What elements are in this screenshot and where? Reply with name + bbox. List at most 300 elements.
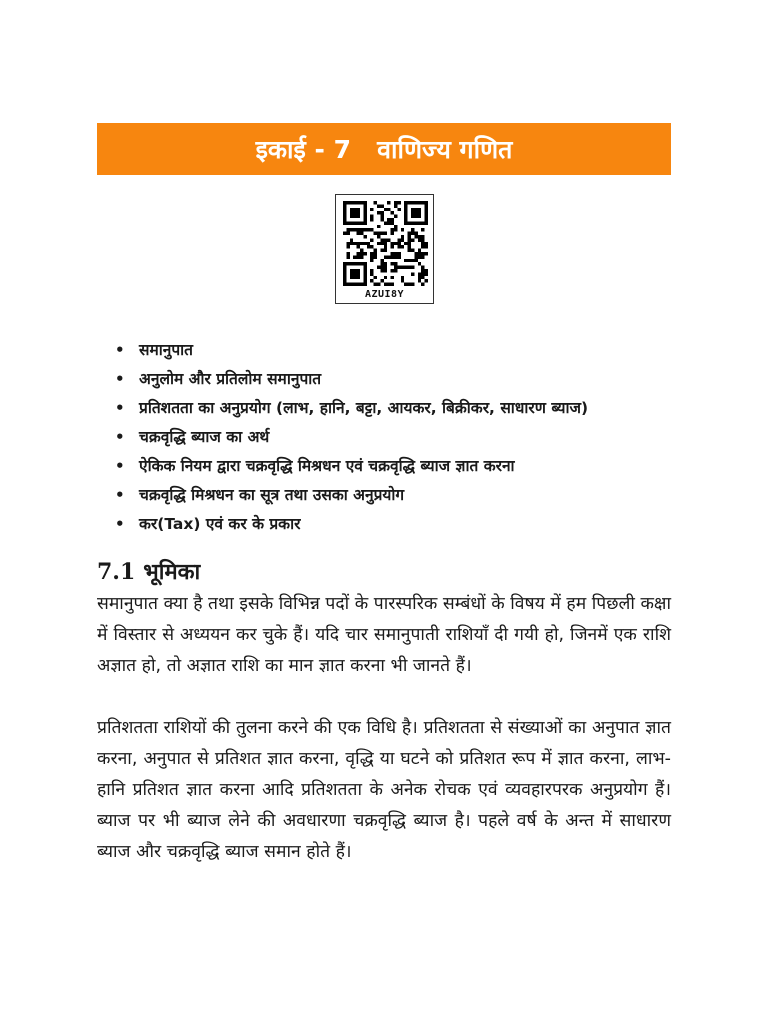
qr-module xyxy=(343,221,346,224)
qr-module xyxy=(411,215,414,218)
qr-module xyxy=(391,269,394,272)
qr-module xyxy=(384,249,387,252)
qr-module xyxy=(370,208,373,211)
qr-module xyxy=(343,208,346,211)
qr-module xyxy=(425,201,428,204)
qr-module xyxy=(357,269,360,272)
qr-module xyxy=(414,259,417,262)
qr-module xyxy=(404,242,407,245)
bullet-icon: • xyxy=(115,428,125,446)
qr-module xyxy=(404,218,407,221)
topic-item xyxy=(115,452,588,481)
bullet-icon: • xyxy=(115,341,125,359)
qr-module xyxy=(353,215,356,218)
qr-module xyxy=(414,252,417,255)
qr-module xyxy=(411,208,414,211)
qr-module xyxy=(370,245,373,248)
qr-module xyxy=(411,259,414,262)
qr-module xyxy=(397,252,400,255)
qr-module xyxy=(343,201,346,204)
qr-module xyxy=(404,201,407,204)
qr-module xyxy=(370,218,373,221)
qr-module xyxy=(357,262,360,265)
qr-module xyxy=(408,232,411,235)
qr-module xyxy=(367,245,370,248)
qr-module xyxy=(380,259,383,262)
qr-module xyxy=(363,228,366,231)
qr-module xyxy=(394,255,397,258)
qr-module xyxy=(425,279,428,282)
qr-module xyxy=(370,252,373,255)
qr-module xyxy=(363,283,366,286)
qr-module xyxy=(425,208,428,211)
qr-module xyxy=(421,266,424,269)
qr-module xyxy=(363,218,366,221)
chapter-banner xyxy=(97,123,671,175)
qr-module xyxy=(346,228,349,231)
qr-module xyxy=(353,283,356,286)
qr-module xyxy=(421,228,424,231)
qr-module xyxy=(404,204,407,207)
qr-module xyxy=(350,283,353,286)
qr-module xyxy=(343,276,346,279)
qr-module xyxy=(397,238,400,241)
qr-module xyxy=(363,266,366,269)
qr-module xyxy=(377,266,380,269)
qr-module xyxy=(353,208,356,211)
qr-module xyxy=(367,242,370,245)
qr-module xyxy=(414,221,417,224)
qr-module xyxy=(384,266,387,269)
qr-module xyxy=(343,232,346,235)
qr-module xyxy=(384,221,387,224)
qr-module xyxy=(350,221,353,224)
qr-module xyxy=(391,211,394,214)
topic-label: कर(Tax) एवं कर के प्रकार xyxy=(139,515,301,533)
qr-module xyxy=(414,235,417,238)
qr-module xyxy=(377,225,380,228)
qr-module xyxy=(408,242,411,245)
qr-module xyxy=(350,228,353,231)
qr-module xyxy=(357,221,360,224)
qr-module xyxy=(350,272,353,275)
qr-module xyxy=(384,245,387,248)
qr-module xyxy=(377,235,380,238)
qr-module xyxy=(360,242,363,245)
qr-module xyxy=(391,252,394,255)
qr-module xyxy=(411,249,414,252)
qr-module xyxy=(425,252,428,255)
qr-module xyxy=(421,276,424,279)
qr-module xyxy=(370,279,373,282)
qr-module xyxy=(421,255,424,258)
qr-module xyxy=(418,249,421,252)
qr-module xyxy=(421,272,424,275)
qr-module xyxy=(363,235,366,238)
bullet-icon: • xyxy=(115,486,125,504)
qr-module xyxy=(384,269,387,272)
qr-module xyxy=(380,269,383,272)
body-paragraph: प्रतिशतता राशियों की तुलना करने की एक विधि है। प्रतिशतता से संख्याओं का अनुपात ज्ञात करना, अनुपात से प्रतिशत ज्ञात करना, वृद्धि या घटने को प्रतिशत रूप में ज्ञात करना, लाभ-हानि प्रतिशत ज्ञात करना आदि प्रतिशतता के अनेक रोचक एवं व्यवहारपरक अनुप्रयोग हैं। ब्याज पर भी ब्याज लेने की अवधारणा चक्रवृद्धि ब्याज है। पहले वर्ष के अन्त में साधारण ब्याज और चक्रवृद्धि ब्याज समान होते हैं। xyxy=(97,718,671,862)
qr-module xyxy=(384,242,387,245)
qr-module xyxy=(394,204,397,207)
qr-module xyxy=(377,204,380,207)
qr-module xyxy=(421,245,424,248)
qr-module xyxy=(343,262,346,265)
qr-module xyxy=(404,266,407,269)
qr-module xyxy=(363,252,366,255)
qr-module xyxy=(425,211,428,214)
qr-module xyxy=(353,255,356,258)
qr-module xyxy=(418,201,421,204)
qr-module xyxy=(394,252,397,255)
qr-module xyxy=(360,201,363,204)
topic-label: चक्रवृद्धि ब्याज का अर्थ xyxy=(139,428,270,446)
qr-module xyxy=(408,238,411,241)
qr-module xyxy=(387,283,390,286)
qr-module xyxy=(357,255,360,258)
qr-module xyxy=(418,211,421,214)
qr-code-icon xyxy=(343,201,428,286)
qr-module xyxy=(363,272,366,275)
qr-module xyxy=(357,272,360,275)
qr-module xyxy=(353,276,356,279)
qr-module xyxy=(404,208,407,211)
qr-module xyxy=(346,283,349,286)
qr-module xyxy=(387,221,390,224)
qr-module xyxy=(357,228,360,231)
qr-module xyxy=(397,208,400,211)
qr-module xyxy=(401,279,404,282)
qr-module xyxy=(380,249,383,252)
bullet-icon: • xyxy=(115,399,125,417)
qr-module xyxy=(401,245,404,248)
qr-module xyxy=(421,269,424,272)
qr-module xyxy=(360,232,363,235)
qr-module xyxy=(350,276,353,279)
qr-module xyxy=(343,269,346,272)
qr-module xyxy=(425,245,428,248)
qr-module xyxy=(384,262,387,265)
qr-module xyxy=(370,228,373,231)
qr-module xyxy=(418,238,421,241)
qr-module xyxy=(370,269,373,272)
topic-label: अनुलोम और प्रतिलोम समानुपात xyxy=(139,370,322,388)
qr-module xyxy=(418,255,421,258)
qr-module xyxy=(414,201,417,204)
topic-item xyxy=(115,423,588,452)
topic-item xyxy=(115,394,588,423)
qr-module xyxy=(370,255,373,258)
qr-module xyxy=(394,225,397,228)
qr-module xyxy=(421,235,424,238)
qr-module xyxy=(357,211,360,214)
qr-module xyxy=(391,228,394,231)
qr-module xyxy=(418,276,421,279)
qr-module xyxy=(377,242,380,245)
qr-module xyxy=(346,242,349,245)
qr-module xyxy=(350,215,353,218)
qr-module xyxy=(408,201,411,204)
qr-module xyxy=(411,266,414,269)
qr-module xyxy=(360,249,363,252)
qr-module xyxy=(380,211,383,214)
qr-module xyxy=(421,283,424,286)
qr-module xyxy=(357,276,360,279)
qr-module xyxy=(350,262,353,265)
qr-module xyxy=(343,283,346,286)
qr-module xyxy=(408,249,411,252)
chapter-title: इकाई - 7 वाणिज्य गणित xyxy=(255,135,513,164)
qr-module xyxy=(401,266,404,269)
qr-module xyxy=(411,283,414,286)
qr-module xyxy=(391,242,394,245)
qr-module xyxy=(363,276,366,279)
qr-module xyxy=(367,228,370,231)
qr-code[interactable] xyxy=(335,194,434,304)
topic-label: प्रतिशतता का अनुप्रयोग (लाभ, हानि, बट्टा, आयकर, बिक्रीकर, साधारण ब्याज) xyxy=(139,399,589,417)
qr-module xyxy=(391,255,394,258)
qr-module xyxy=(425,221,428,224)
qr-module xyxy=(384,276,387,279)
qr-module xyxy=(374,232,377,235)
qr-module xyxy=(350,269,353,272)
qr-module xyxy=(414,232,417,235)
qr-module xyxy=(343,211,346,214)
qr-module xyxy=(353,228,356,231)
qr-module xyxy=(404,259,407,262)
qr-module xyxy=(387,218,390,221)
qr-module xyxy=(421,221,424,224)
qr-module xyxy=(387,201,390,204)
qr-module xyxy=(391,221,394,224)
qr-module xyxy=(425,215,428,218)
qr-module xyxy=(357,215,360,218)
qr-module xyxy=(343,279,346,282)
qr-module xyxy=(394,266,397,269)
qr-module xyxy=(418,262,421,265)
qr-module xyxy=(350,208,353,211)
qr-module xyxy=(370,259,373,262)
qr-module xyxy=(353,272,356,275)
topic-item xyxy=(115,510,588,539)
qr-module xyxy=(397,245,400,248)
qr-module xyxy=(380,232,383,235)
bullet-icon: • xyxy=(115,515,125,533)
qr-module xyxy=(380,242,383,245)
qr-module xyxy=(380,218,383,221)
qr-module xyxy=(353,211,356,214)
qr-module xyxy=(346,232,349,235)
qr-module xyxy=(411,221,414,224)
qr-module xyxy=(346,201,349,204)
body-paragraph: समानुपात क्या है तथा इसके विभिन्न पदों के पारस्परिक सम्बंधों के विषय में हम पिछली कक्षा में विस्तार से अध्ययन कर चुके हैं। यदि चार समानुपाती राशियाँ दी गयी हो, जिनमें एक राशि अज्ञात हो, तो अज्ञात राशि का मान ज्ञात करना भी जानते हैं। xyxy=(97,594,671,676)
qr-module xyxy=(343,215,346,218)
qr-module xyxy=(374,252,377,255)
qr-module xyxy=(414,211,417,214)
qr-module xyxy=(363,269,366,272)
topic-item xyxy=(115,365,588,394)
qr-code-text: AZUI8Y xyxy=(364,289,405,300)
qr-module xyxy=(391,232,394,235)
qr-module xyxy=(414,215,417,218)
qr-module xyxy=(387,208,390,211)
qr-module xyxy=(363,242,366,245)
qr-module xyxy=(411,232,414,235)
qr-module xyxy=(374,201,377,204)
qr-module xyxy=(394,262,397,265)
qr-module xyxy=(357,245,360,248)
qr-module xyxy=(408,259,411,262)
qr-module xyxy=(421,201,424,204)
qr-module xyxy=(411,238,414,241)
qr-module xyxy=(391,245,394,248)
topic-item xyxy=(115,481,588,510)
qr-module xyxy=(408,266,411,269)
qr-module xyxy=(391,262,394,265)
qr-module xyxy=(418,215,421,218)
qr-module xyxy=(404,215,407,218)
qr-module xyxy=(346,262,349,265)
qr-module xyxy=(346,252,349,255)
qr-module xyxy=(370,272,373,275)
qr-module xyxy=(343,204,346,207)
qr-module xyxy=(346,255,349,258)
qr-module xyxy=(408,245,411,248)
qr-module xyxy=(380,262,383,265)
qr-module xyxy=(418,208,421,211)
qr-module xyxy=(394,242,397,245)
qr-module xyxy=(425,242,428,245)
qr-module xyxy=(411,201,414,204)
qr-module xyxy=(360,283,363,286)
bullet-icon: • xyxy=(115,457,125,475)
qr-module xyxy=(363,204,366,207)
qr-module xyxy=(353,269,356,272)
qr-module xyxy=(404,283,407,286)
qr-module xyxy=(363,279,366,282)
qr-module xyxy=(384,238,387,241)
qr-module xyxy=(370,238,373,241)
qr-module xyxy=(360,262,363,265)
qr-module xyxy=(380,266,383,269)
qr-module xyxy=(387,255,390,258)
qr-module xyxy=(397,255,400,258)
qr-module xyxy=(377,232,380,235)
qr-module xyxy=(353,242,356,245)
qr-module xyxy=(346,221,349,224)
qr-module xyxy=(363,208,366,211)
qr-module xyxy=(394,269,397,272)
qr-module xyxy=(374,276,377,279)
qr-module xyxy=(391,283,394,286)
qr-module xyxy=(418,235,421,238)
qr-module xyxy=(391,218,394,221)
qr-module xyxy=(394,228,397,231)
qr-module xyxy=(401,235,404,238)
qr-module xyxy=(397,201,400,204)
qr-module xyxy=(374,255,377,258)
qr-module xyxy=(425,218,428,221)
qr-module xyxy=(421,252,424,255)
qr-module xyxy=(401,238,404,241)
qr-module xyxy=(363,262,366,265)
qr-module xyxy=(397,266,400,269)
qr-module xyxy=(346,245,349,248)
qr-module xyxy=(418,272,421,275)
qr-module xyxy=(418,221,421,224)
qr-module xyxy=(363,221,366,224)
qr-module xyxy=(387,238,390,241)
qr-module xyxy=(353,221,356,224)
bullet-icon: • xyxy=(115,370,125,388)
qr-module xyxy=(363,201,366,204)
qr-module xyxy=(421,242,424,245)
qr-module xyxy=(360,228,363,231)
qr-module xyxy=(418,252,421,255)
qr-module xyxy=(360,255,363,258)
qr-module xyxy=(357,283,360,286)
qr-module xyxy=(357,208,360,211)
qr-module xyxy=(384,232,387,235)
qr-module xyxy=(377,283,380,286)
qr-module xyxy=(404,211,407,214)
qr-module xyxy=(397,242,400,245)
qr-module xyxy=(353,262,356,265)
qr-module xyxy=(411,228,414,231)
qr-module xyxy=(350,242,353,245)
qr-module xyxy=(411,211,414,214)
qr-module xyxy=(374,283,377,286)
topic-label: ऐकिक नियम द्वारा चक्रवृद्धि मिश्रधन एवं चक्रवृद्धि ब्याज ज्ञात करना xyxy=(139,457,515,475)
qr-module xyxy=(370,215,373,218)
qr-module xyxy=(380,238,383,241)
qr-module xyxy=(357,232,360,235)
qr-module xyxy=(418,279,421,282)
qr-module xyxy=(343,266,346,269)
qr-module xyxy=(357,252,360,255)
qr-module xyxy=(391,276,394,279)
qr-module xyxy=(408,221,411,224)
qr-module xyxy=(384,255,387,258)
qr-module xyxy=(377,211,380,214)
section-title: भूमिका xyxy=(143,560,201,585)
qr-module xyxy=(380,204,383,207)
qr-module xyxy=(363,215,366,218)
qr-module xyxy=(425,269,428,272)
qr-module xyxy=(360,252,363,255)
topic-label: समानुपात xyxy=(139,341,194,359)
qr-module xyxy=(357,201,360,204)
topic-label: चक्रवृद्धि मिश्रधन का सूत्र तथा उसका अनुप्रयोग xyxy=(139,486,405,504)
qr-module xyxy=(350,201,353,204)
topic-list xyxy=(115,336,588,539)
qr-module xyxy=(425,204,428,207)
qr-module xyxy=(350,211,353,214)
qr-module xyxy=(343,272,346,275)
qr-module xyxy=(380,215,383,218)
qr-module xyxy=(363,211,366,214)
qr-module xyxy=(353,201,356,204)
qr-module xyxy=(401,276,404,279)
qr-module xyxy=(408,235,411,238)
section-heading xyxy=(97,556,200,586)
qr-module xyxy=(384,208,387,211)
qr-module xyxy=(408,283,411,286)
qr-module xyxy=(350,238,353,241)
topic-item xyxy=(115,336,588,365)
qr-module xyxy=(421,238,424,241)
